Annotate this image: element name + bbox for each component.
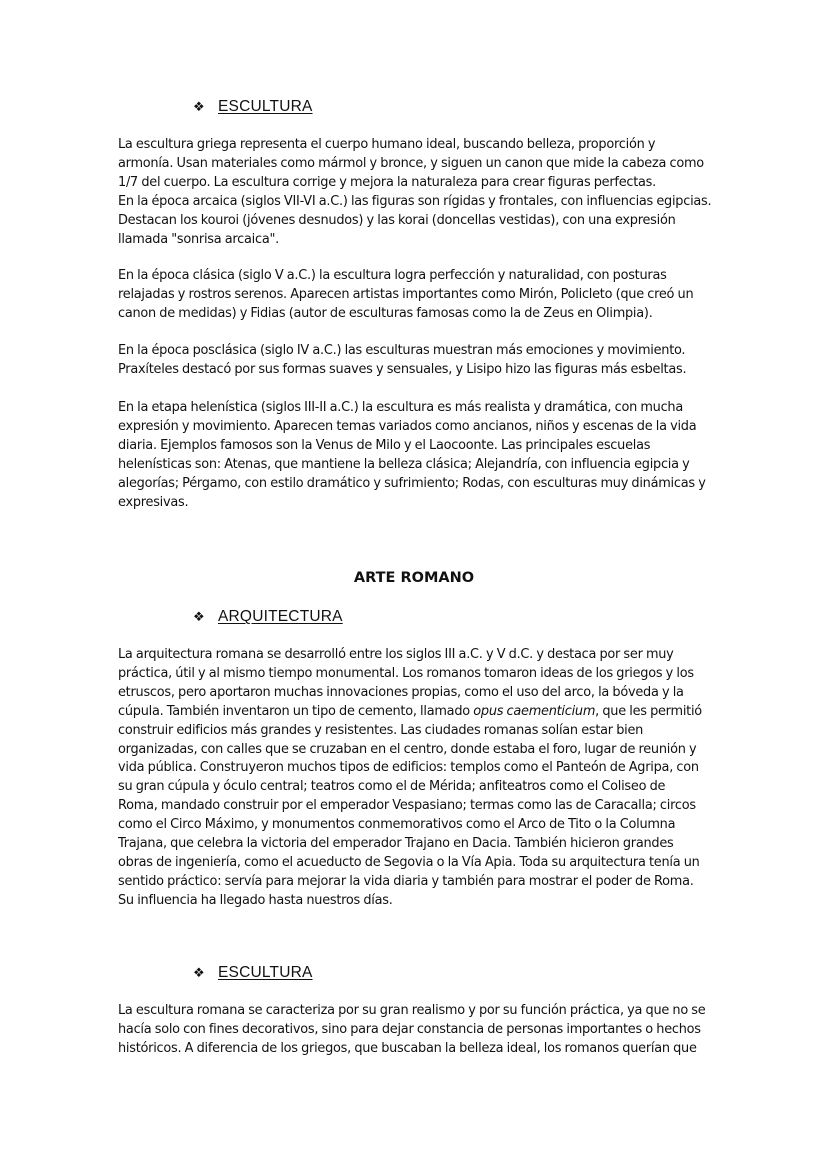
paragraph-arquitectura: [118, 646, 718, 911]
diamond-bullet-icon: ❖: [193, 99, 205, 114]
heading-text: ESCULTURA: [218, 964, 313, 981]
paragraph-escultura-griega-4: [118, 399, 718, 512]
paragraph-escultura-griega-3: [118, 342, 718, 380]
text-line: llamada "sonrisa arcaica".: [118, 231, 279, 247]
text-line: históricos. A diferencia de los griegos, que buscaban la belleza ideal, los romanos querían que: [118, 1040, 697, 1056]
text-line: expresivas.: [118, 494, 189, 510]
text-line: La arquitectura romana se desarrolló entre los siglos III a.C. y V d.C. y destaca por ser muy: [118, 647, 674, 662]
text-line: Praxíteles destacó por sus formas suaves y sensuales, y Lisipo hizo las figuras más esbeltas.: [118, 361, 687, 377]
text-line: hacía solo con fines decorativos, sino para dejar constancia de personas importantes o hechos: [118, 1021, 701, 1037]
text-line: como el Circo Máximo, y monumentos conmemorativos como el Arco de Tito o la Columna: [118, 817, 676, 833]
text-line: armonía. Usan materiales como mármol y bronce, y siguen un canon que mide la cabeza como: [118, 155, 704, 171]
heading-text: ARQUITECTURA: [218, 608, 343, 625]
text-line: La escultura romana se caracteriza por su gran realismo y por su función práctica, ya que no se: [118, 1003, 706, 1018]
text-line: Destacan los kouroi (jóvenes desnudos) y las korai (doncellas vestidas), con una expresión: [118, 212, 676, 228]
diamond-bullet-icon: ❖: [193, 609, 205, 624]
section-heading-escultura-romana: [193, 963, 313, 983]
text-line: etruscos, pero aportaron muchas innovaciones propias, como el uso del arco, la bóveda y la: [118, 684, 684, 700]
text-line: En la época clásica (siglo V a.C.) la escultura logra perfección y naturalidad, con posturas: [118, 268, 667, 283]
paragraph-escultura-griega-1: [118, 136, 718, 249]
diamond-bullet-icon: ❖: [193, 965, 205, 980]
text-line: [118, 703, 718, 722]
text-line: obras de ingeniería, como el acueducto de Segovia o la Vía Apia. Toda su arquitectura tenía un: [118, 854, 700, 870]
text-line: Trajana, que celebra la victoria del emperador Trajano en Dacia. También hicieron grandes: [118, 836, 674, 852]
text-line: 1/7 del cuerpo. La escultura corrige y mejora la naturaleza para crear figuras perfectas.: [118, 174, 656, 190]
text-line: expresión y movimiento. Aparecen temas variados como ancianos, niños y escenas de la vida: [118, 418, 697, 434]
text-line: alegorías; Pérgamo, con estilo dramático y sufrimiento; Rodas, con esculturas muy dinámicas y: [118, 475, 706, 491]
text-line: práctica, útil y al mismo tiempo monumental. Los romanos tomaron ideas de los griegos y los: [118, 665, 694, 681]
italic-term: opus caementicium: [473, 703, 596, 719]
text-line: vida pública. Construyeron muchos tipos de edificios: templos como el Panteón de Agripa, con: [118, 760, 699, 776]
text-line: diaria. Ejemplos famosos son la Venus de Milo y el Laocoonte. Las principales escuelas: [118, 437, 651, 453]
text-line: La escultura griega representa el cuerpo humano ideal, buscando belleza, proporción y: [118, 137, 656, 152]
paragraph-escultura-romana: [118, 1002, 718, 1059]
section-heading-arquitectura: [193, 607, 343, 627]
text-line: helenísticas son: Atenas, que mantiene la belleza clásica; Alejandría, con influencia egipcia y: [118, 456, 690, 472]
text-line: Roma, mandado construir por el emperador Vespasiano; termas como las de Caracalla; circos: [118, 798, 696, 814]
text-line: canon de medidas) y Fidias (autor de esculturas famosas como la de Zeus en Olimpia).: [118, 305, 653, 321]
text-line: organizadas, con calles que se cruzaban en el centro, donde estaba el foro, lugar de reunión y: [118, 741, 697, 757]
text-line: relajadas y rostros serenos. Aparecen artistas importantes como Mirón, Policleto (que creó un: [118, 286, 694, 302]
text-line: Su influencia ha llegado hasta nuestros días.: [118, 892, 393, 908]
text-run: , que les permitió: [595, 703, 702, 719]
section-heading-escultura-griega: [193, 97, 313, 117]
text-line: construir edificios más grandes y resistentes. Las ciudades romanas solían estar bien: [118, 722, 644, 738]
text-line: su gran cúpula y óculo central; teatros como el de Mérida; anfiteatros como el Coliseo de: [118, 779, 666, 795]
paragraph-escultura-griega-2: [118, 267, 718, 324]
text-run: cúpula. También inventaron un tipo de cemento, llamado: [118, 703, 474, 719]
text-line: En la etapa helenística (siglos III-II a.C.) la escultura es más realista y dramática, con mucha: [118, 400, 684, 415]
text-line: En la época arcaica (siglos VII-VI a.C.) las figuras son rígidas y frontales, con influencias egipcias.: [118, 193, 712, 209]
section-title-arte-romano: ARTE ROMANO: [353, 570, 475, 586]
heading-text: ESCULTURA: [218, 98, 313, 115]
text-line: sentido práctico: servía para mejorar la vida diaria y también para mostrar el poder de Roma.: [118, 873, 694, 889]
text-line: En la época posclásica (siglo IV a.C.) las esculturas muestran más emociones y movimiento.: [118, 343, 686, 358]
